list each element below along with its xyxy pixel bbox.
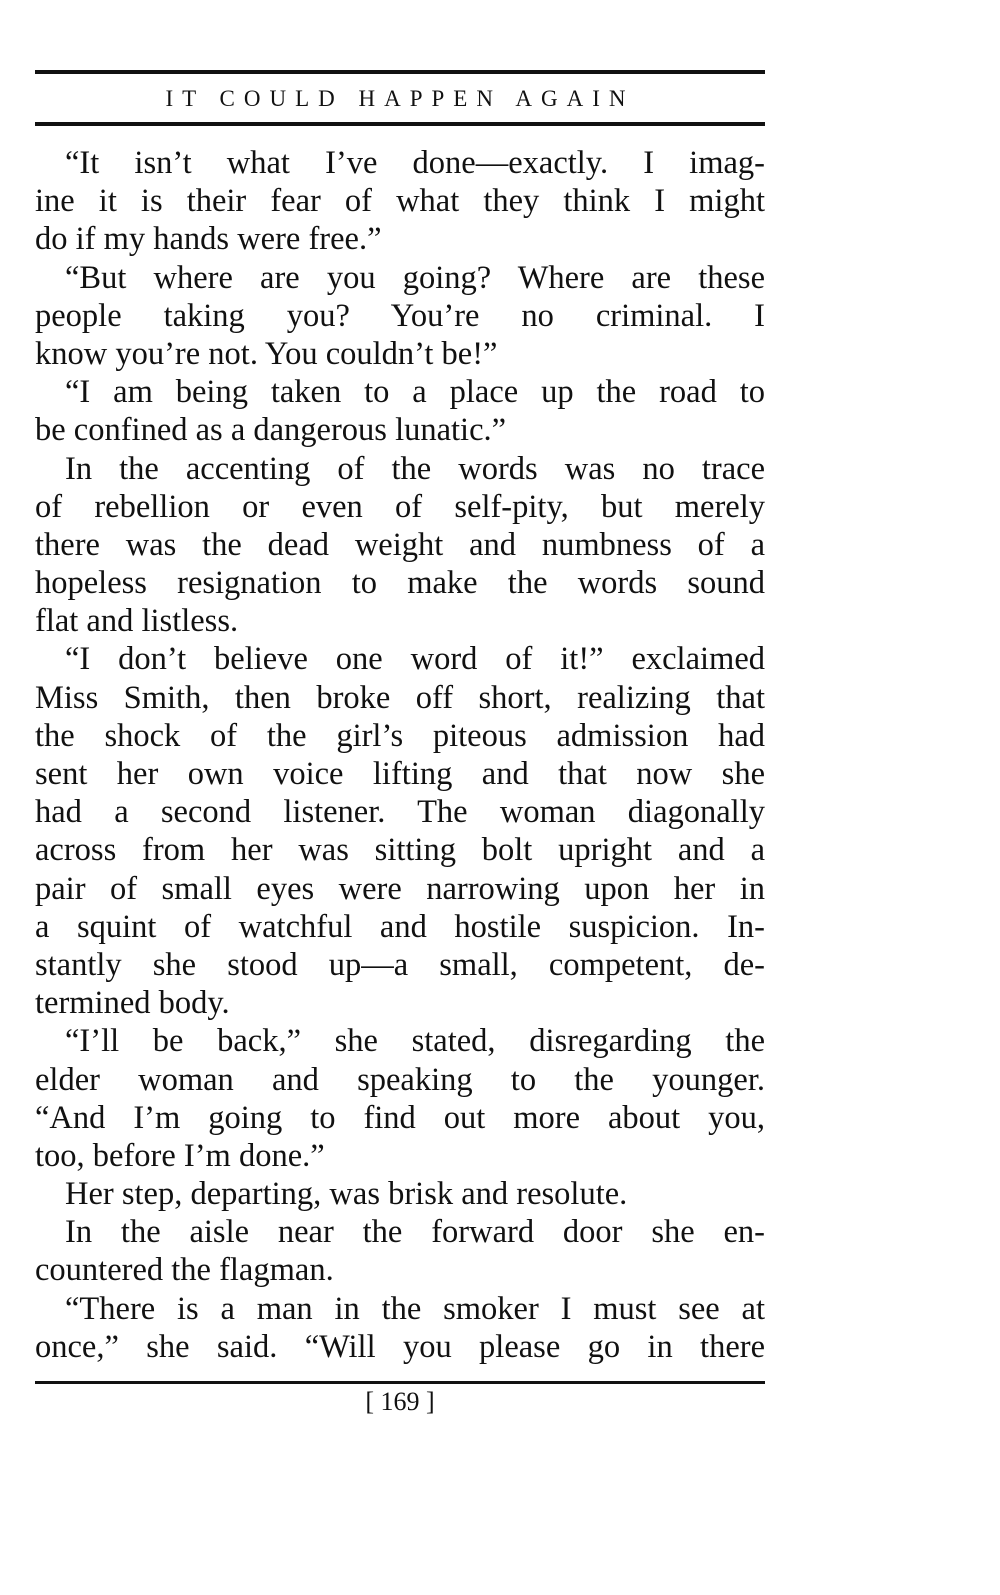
text-line: termined body. [35,985,230,1022]
text-line: do if my hands were free.” [35,221,382,258]
text-line: had a second listener. The woman diagonally [35,794,765,831]
header-bottom-rule [35,122,765,126]
text-line: “I don’t believe one word of it!” exclaimed [65,641,765,678]
header-top-rule [35,70,765,74]
text-line: once,” she said. “Will you please go in there [35,1328,765,1365]
text-line: be confined as a dangerous lunatic.” [35,412,507,449]
text-line: “But where are you going? Where are these [65,259,765,296]
text-line: Her step, departing, was brisk and resolute. [65,1176,628,1213]
page-number: [ 169 ] [365,1387,435,1416]
text-line: pair of small eyes were narrowing upon her in [35,870,765,907]
text-line: there was the dead weight and numbness of a [35,526,765,563]
text-line: the shock of the girl’s piteous admission had [35,717,765,754]
text-line: “I am being taken to a place up the road to [65,374,765,411]
text-line: “There is a man in the smoker I must see at [65,1290,765,1327]
text-line: across from her was sitting bolt upright and a [35,832,765,869]
text-line: ine it is their fear of what they think I might [35,183,765,220]
text-line: “It isn’t what I’ve done—exactly. I imag- [65,145,765,181]
text-line: know you’re not. You couldn’t be!” [35,335,498,372]
running-head: IT COULD HAPPEN AGAIN [165,86,635,111]
text-line: countered the flagman. [35,1252,334,1289]
text-line: “And I’m going to find out more about you, [35,1099,765,1136]
text-line: In the accenting of the words was no trace [65,450,765,487]
text-line: too, before I’m done.” [35,1137,325,1174]
text-line: a squint of watchful and hostile suspicion. In- [35,908,765,945]
text-line: sent her own voice lifting and that now she [35,756,765,792]
book-page [35,0,765,1595]
body-text [35,144,765,1366]
text-line: of rebellion or even of self-pity, but merely [35,488,765,525]
text-line: flat and listless. [35,603,239,640]
text-line: “I’ll be back,” she stated, disregarding the [65,1023,765,1060]
text-line: elder woman and speaking to the younger. [35,1061,765,1098]
text-line: people taking you? You’re no criminal. I [35,297,765,334]
footer-rule [35,1381,765,1384]
text-line: In the aisle near the forward door she en- [65,1214,765,1251]
text-line: Miss Smith, then broke off short, realizing that [35,679,765,716]
text-line: hopeless resignation to make the words sound [35,565,765,602]
text-line: stantly she stood up—a small, competent, de- [35,946,765,983]
